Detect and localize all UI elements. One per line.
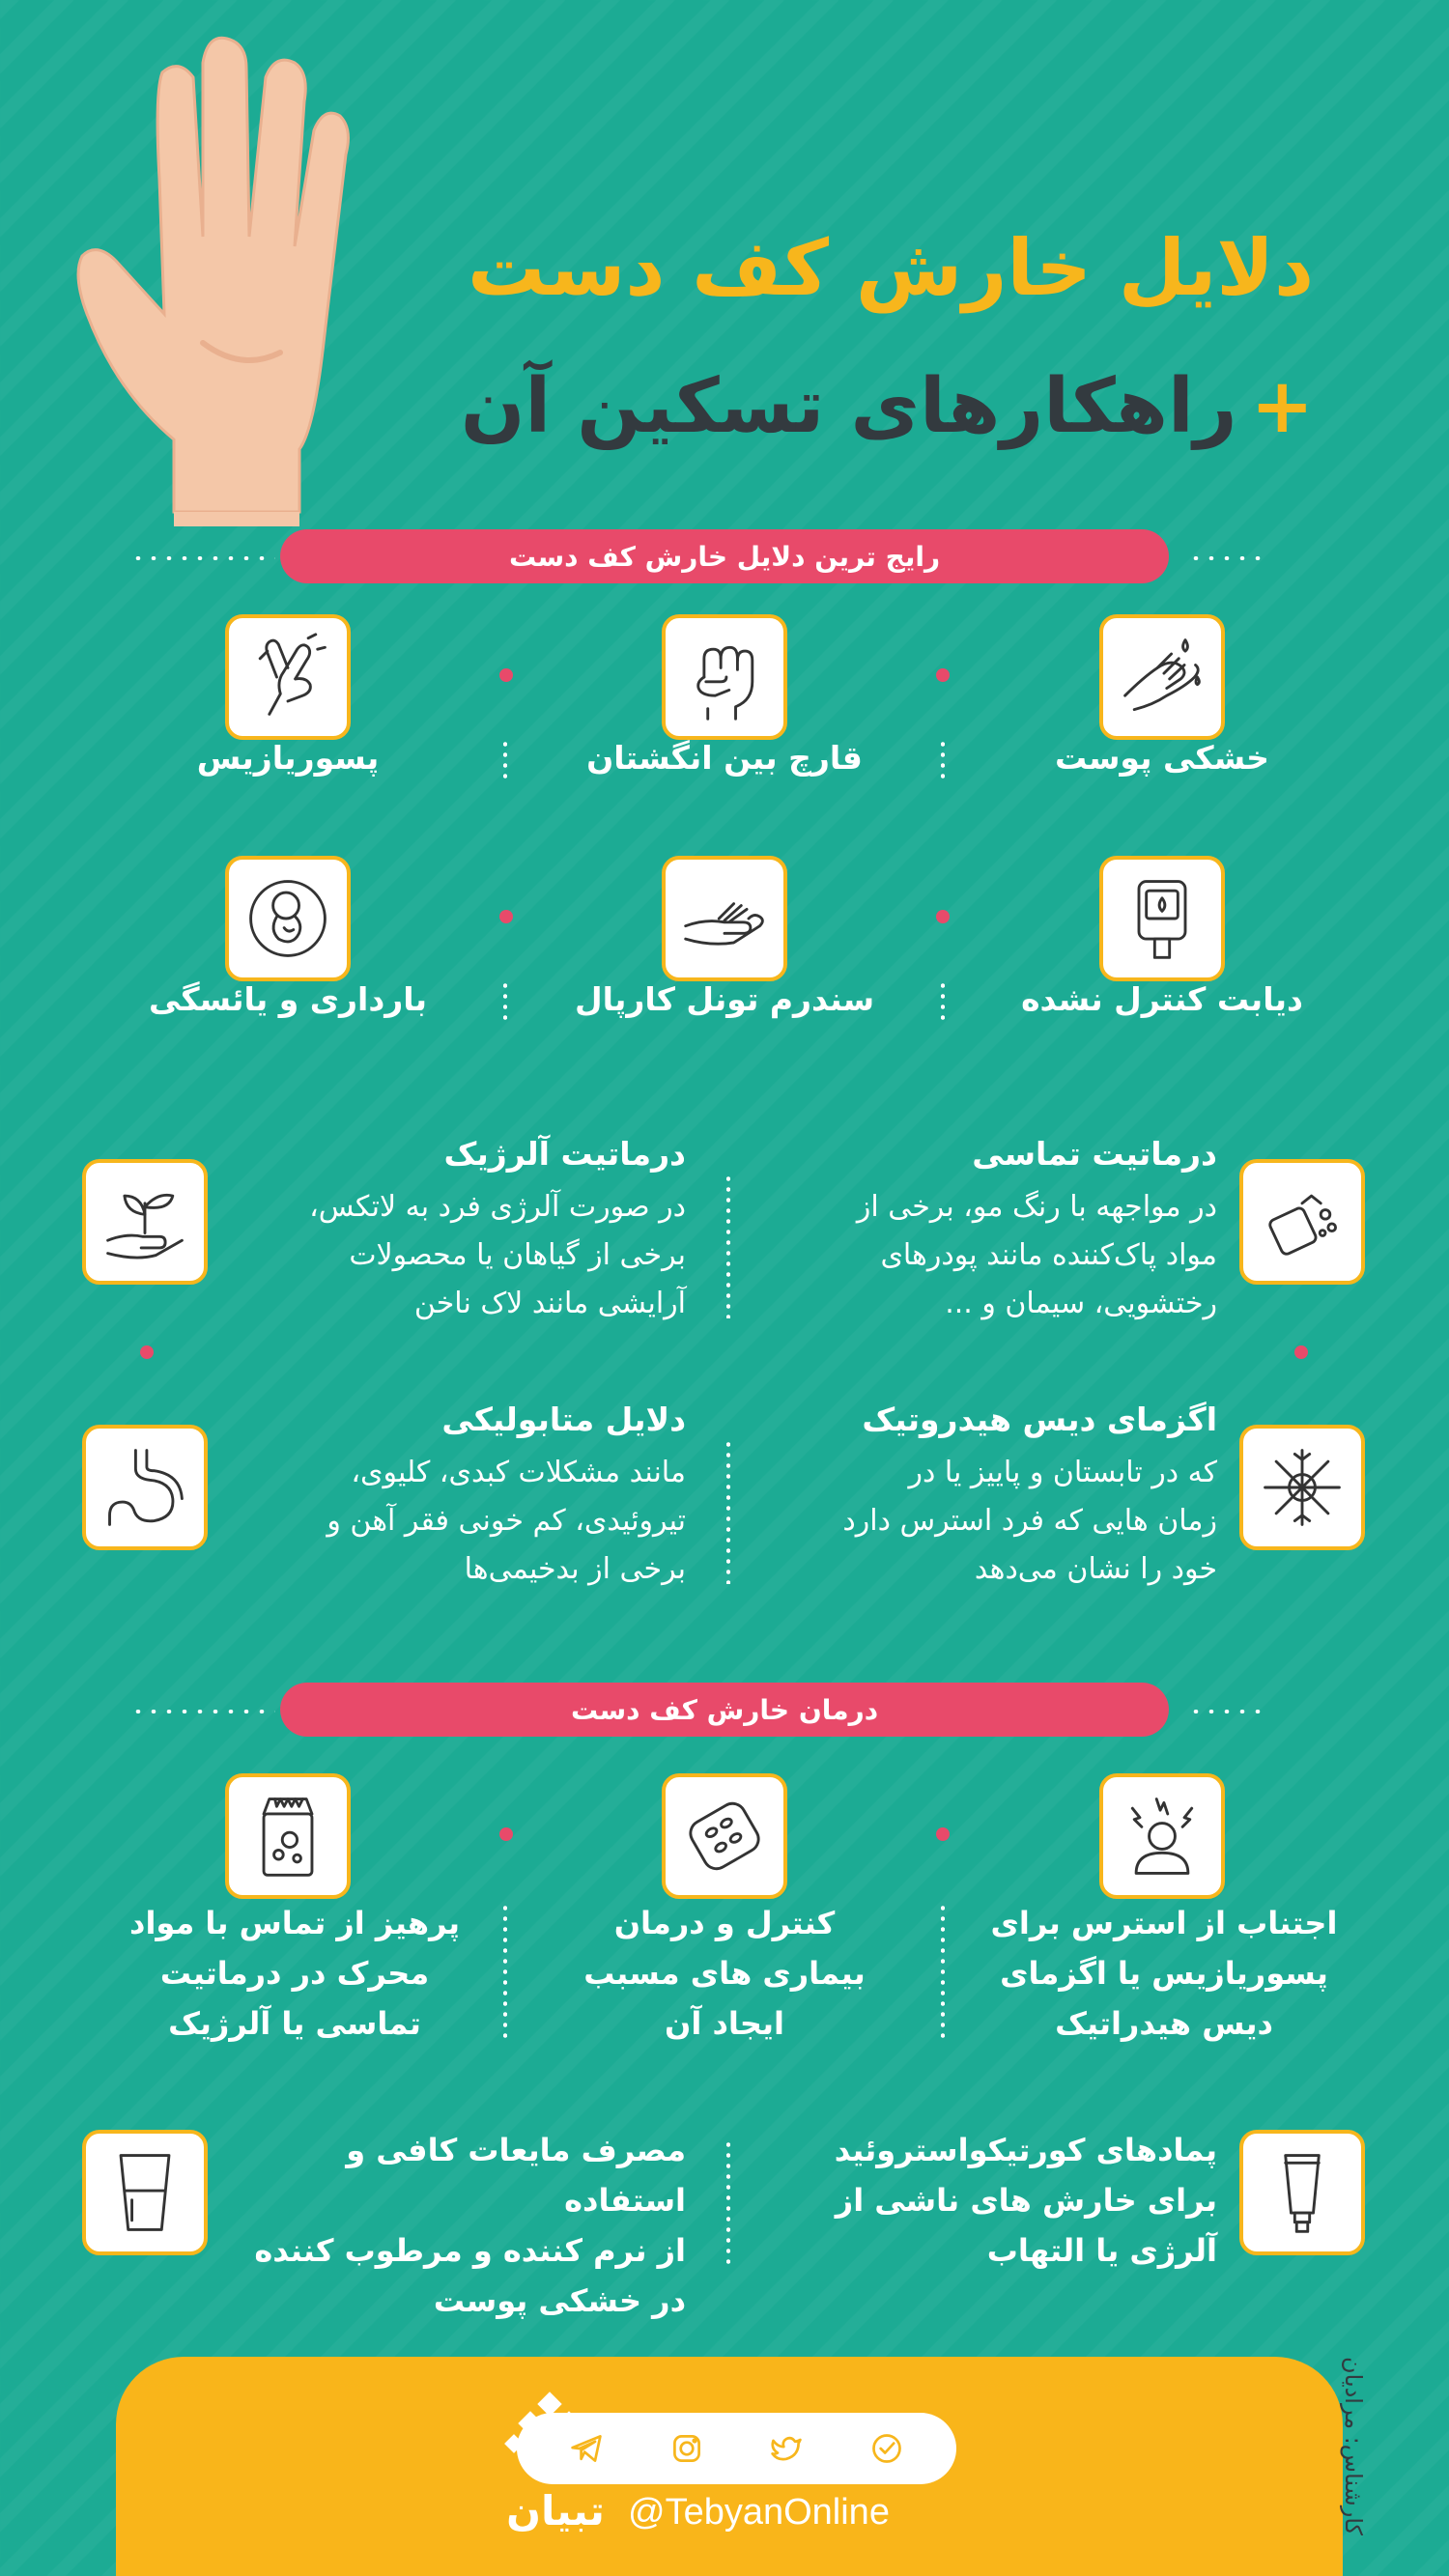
treatment-line: اجتناب از استرس برای [990,1905,1338,1941]
detail-line: رختشویی، سیمان و ... [945,1287,1217,1320]
separator-dots [503,739,507,781]
treatment-text [232,2125,686,2326]
treatment-line: کنترل و درمان [613,1905,836,1941]
ointment-tube-icon [1239,2130,1365,2255]
tebyan-logo-text: تبیان [506,2487,605,2534]
separator-dots [941,980,945,1023]
water-glass-icon [82,2130,208,2255]
telegram-icon[interactable] [565,2427,608,2470]
detail-line: خود را نشان می‌دهد [974,1552,1217,1586]
hands-washing-icon [1099,614,1225,740]
pill-blister-icon [662,1773,787,1899]
detail-title: دلایل متابولیکی [441,1401,686,1438]
separator-dots [726,1439,730,1584]
treatment-line: از نرم کننده و مرطوب کننده [254,2232,686,2269]
open-palm-icon [662,856,787,981]
page-subtitle [444,362,1314,453]
social-icons-bar [517,2413,956,2484]
banner-dots-right [1188,556,1265,560]
treatment-text [753,2125,1217,2276]
cause-label: پسوریازیس [196,739,380,777]
separator-dot [936,910,950,923]
separator-dot [499,668,513,682]
detail-line: که در تابستان و پاییز یا در [908,1456,1217,1489]
treatment-text [976,1898,1352,2049]
page-title: دلایل خارش کف دست [468,223,1314,313]
cause-label: سندرم تونل کارپال [574,980,875,1018]
expert-credit: کارشناس: مرادیان [1340,2357,1367,2536]
treatment-line: بیماری های مسبب [583,1955,866,1992]
treatment-line: برای خارش های ناشی از [835,2182,1217,2219]
treatment-line: مصرف مایعات کافی و استفاده [346,2132,686,2219]
separator-dot [499,1827,513,1841]
detergent-bottle-icon [1239,1159,1365,1285]
causes-banner: رایج ترین دلایل خارش کف دست [280,529,1169,583]
separator-dots [726,1174,730,1318]
detail-line: تیروئیدی، کم خونی فقر آهن و [327,1504,686,1538]
separator-dots [503,1903,507,2038]
treatment-line: پمادهای کورتیکواستروئید [834,2132,1217,2168]
plant-hand-icon [82,1159,208,1285]
detail-body [753,1183,1217,1328]
detail-title: اگزمای دیس هیدروتیک [862,1401,1217,1438]
detail-body [753,1449,1217,1594]
separator-dot [1294,1345,1308,1359]
detergent-box-icon [225,1773,351,1899]
treatment-line: در خشکی پوست [433,2282,686,2319]
treatment-line: تماسی یا آلرژیک [168,2005,421,2042]
separator-dot [936,668,950,682]
treatment-line: ایجاد آن [665,2005,784,2042]
detail-line: برخی از بدخیمی‌ها [464,1552,686,1586]
detail-line: آرایشی مانند لاک ناخن [413,1287,686,1320]
cause-label: بارداری و یائسگی [148,980,428,1018]
separator-dot [499,910,513,923]
stressed-person-icon [1099,1773,1225,1899]
banner-dots-left [130,556,275,560]
instagram-icon[interactable] [666,2427,708,2470]
detail-body [232,1449,686,1594]
season-icon [1239,1425,1365,1550]
crossed-fingers-icon [225,614,351,740]
hand-illustration [58,24,367,526]
separator-dot [936,1827,950,1841]
cause-label: خشکی پوست [1055,739,1269,777]
treatment-line: محرک در درماتیت [159,1955,430,1992]
stomach-icon [82,1425,208,1550]
glucometer-icon [1099,856,1225,981]
cause-label: قارچ بین انگشتان [586,739,863,777]
detail-line: مانند مشکلات کبدی، کلیوی، [351,1456,686,1489]
detail-line: برخی از گیاهان یا محصولات [349,1238,686,1272]
detail-line: در صورت آلرژی فرد به لاتکس، [309,1190,686,1224]
banner-dots-left [130,1710,275,1713]
treatment-text [551,1898,898,2049]
detail-line: مواد پاک‌کننده مانند پودرهای [880,1238,1217,1272]
fist-icon [662,614,787,740]
detail-body [232,1183,686,1328]
banner-dots-right [1188,1710,1265,1713]
detail-line: در مواجهه با رنگ مو، برخی از [856,1190,1217,1224]
separator-dots [726,2139,730,2265]
separator-dots [503,980,507,1023]
separator-dots [941,739,945,781]
subtitle-text: راهکارهای تسکین آن [460,363,1237,450]
treatment-line: پرهیز از تماس با مواد [129,1905,460,1941]
detail-title: درماتیت آلرژیک [443,1135,686,1173]
cause-label: دیابت کنترل نشده [1021,980,1303,1018]
subtitle-plus: + [1250,363,1314,450]
detail-line: زمان هایی که فرد استرس دارد [842,1504,1217,1538]
treatment-banner: درمان خارش کف دست [280,1683,1169,1737]
treatment-line: آلرژی یا التهاب [986,2232,1217,2269]
separator-dot [140,1345,154,1359]
treatment-line: پسوریازیس یا اگزمای [1000,1955,1328,1992]
treatment-line: دیس هیدراتیک [1055,2005,1273,2042]
detail-title: درماتیت تماسی [972,1135,1217,1173]
verified-icon[interactable] [866,2427,908,2470]
separator-dots [941,1903,945,2038]
twitter-icon[interactable] [765,2427,808,2470]
treatment-text [106,1898,483,2049]
social-handle: @TebyanOnline [628,2492,890,2533]
fetus-icon [225,856,351,981]
